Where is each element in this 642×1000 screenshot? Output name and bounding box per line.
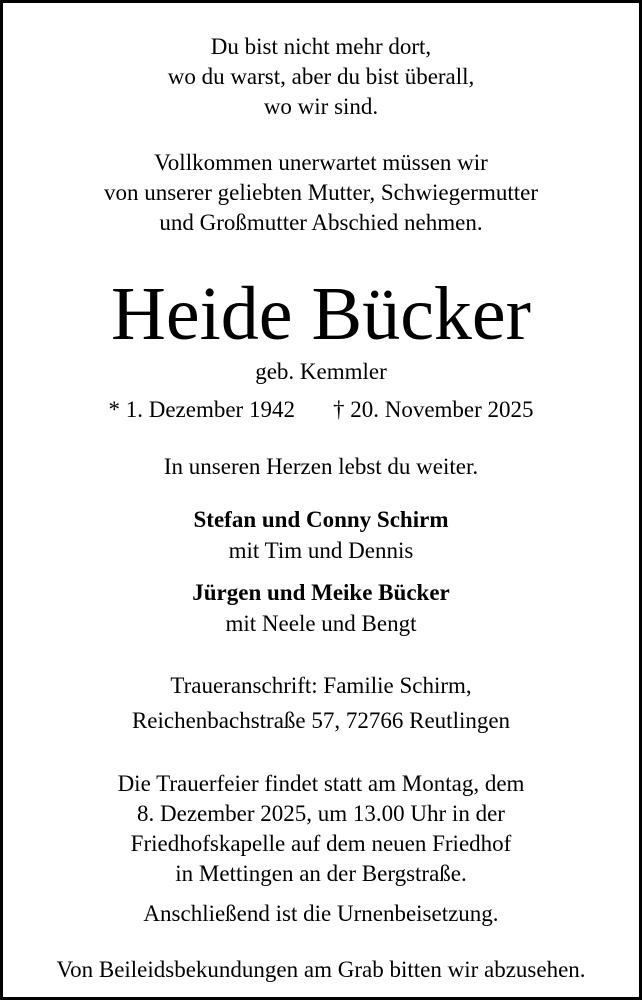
family-2-names: Jürgen und Meike Bücker [192, 580, 450, 605]
family-1-names: Stefan und Conny Schirm [193, 507, 449, 532]
death-date: † 20. November 2025 [332, 397, 534, 422]
service-line-4: in Mettingen an der Bergstraße. [175, 861, 467, 886]
maiden-name: geb. Kemmler [255, 359, 387, 384]
intro-line-2: von unserer geliebten Mutter, Schwiegermutter [103, 180, 539, 205]
life-dates [3, 395, 639, 425]
intro-line-3: und Großmutter Abschied nehmen. [159, 210, 483, 235]
poem-line-1: Du bist nicht mehr dort, [210, 34, 432, 59]
address-line-2: Reichenbachstraße 57, 72766 Reutlingen [131, 708, 511, 733]
service-line-1: Die Trauerfeier findet statt am Montag, dem [117, 771, 525, 796]
service-line-3: Friedhofskapelle auf dem neuen Friedhof [130, 831, 512, 856]
poem-line-3: wo wir sind. [263, 94, 379, 119]
closing-note: Von Beileidsbekundungen am Grab bitten wir abzusehen. [56, 957, 586, 982]
family-2-children: mit Neele und Bengt [225, 611, 417, 636]
burial-note: Anschließend ist die Urnenbeisetzung. [143, 901, 499, 926]
family-1-children: mit Tim und Dennis [228, 538, 414, 563]
deceased-name: Heide Bücker [111, 272, 531, 356]
service-line-2: 8. Dezember 2025, um 13.00 Uhr in der [137, 801, 505, 826]
address-line-1: Traueranschrift: Familie Schirm, [170, 673, 472, 698]
poem-line-2: wo du warst, aber du bist überall, [167, 64, 475, 89]
intro-line-1: Vollkommen unerwartet müssen wir [154, 150, 488, 175]
remembrance-text: In unseren Herzen lebst du weiter. [163, 454, 479, 479]
birth-date: * 1. Dezember 1942 [108, 397, 295, 422]
